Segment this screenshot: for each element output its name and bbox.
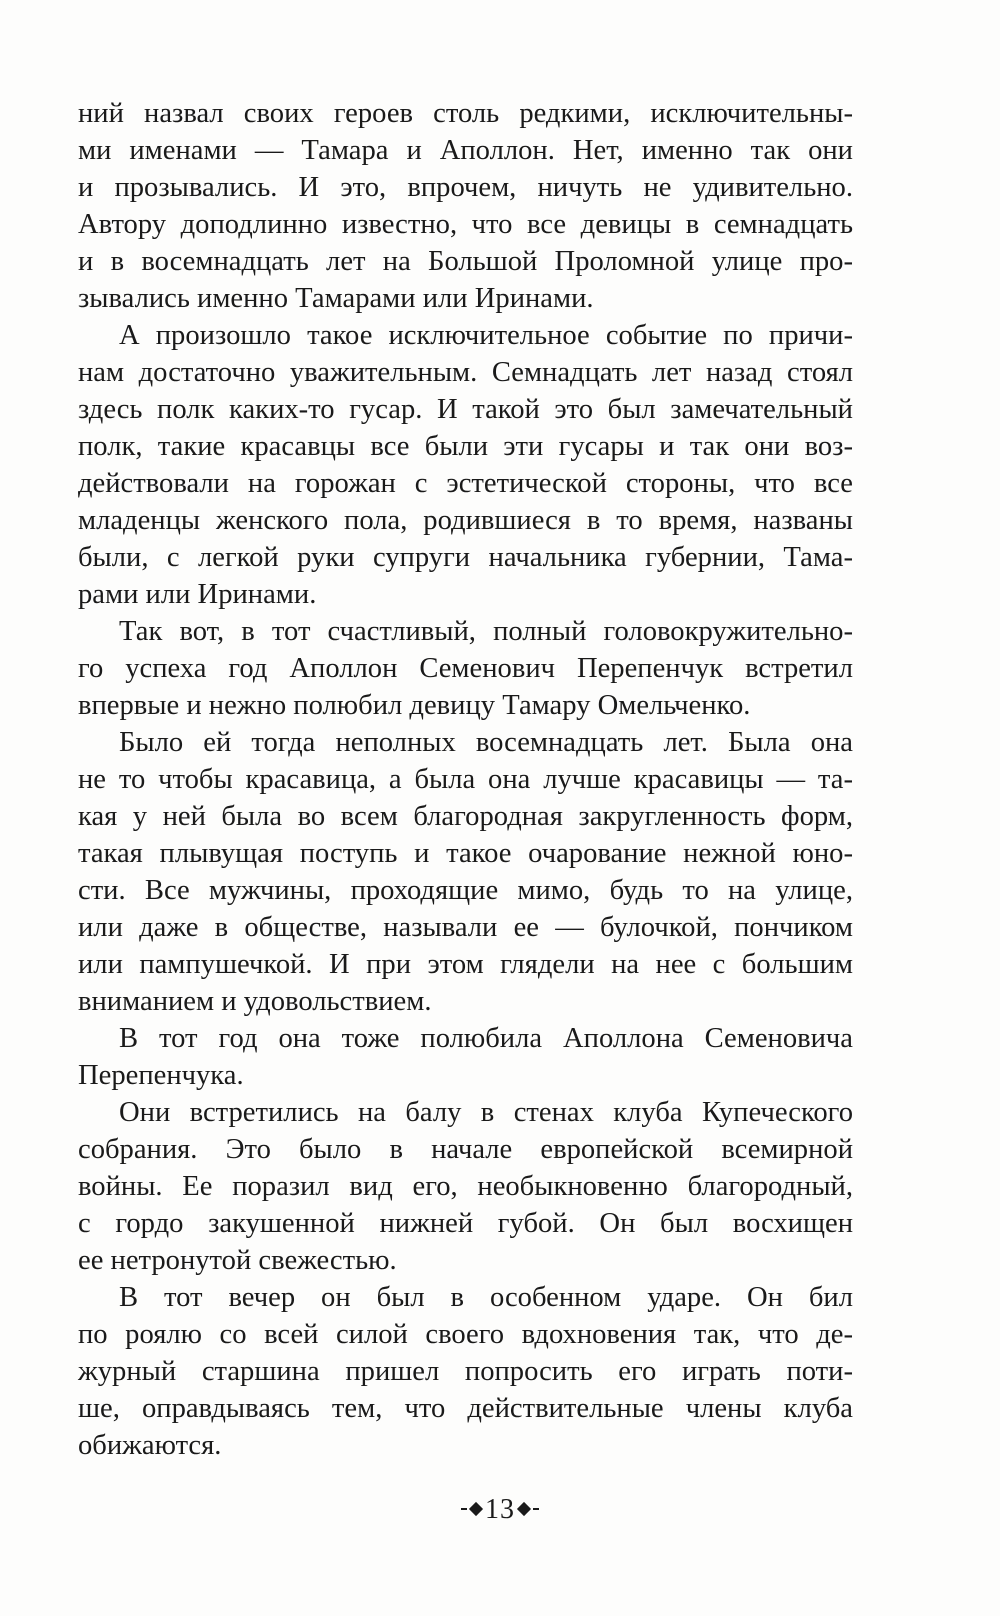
text-line: здесь полк каких-то гусар. И такой это был замечательный [78, 394, 853, 425]
text-line: нам достаточно уважительным. Семнадцать лет назад стоял [78, 357, 853, 388]
text-line: младенцы женского пола, родившиеся в то время, названы [78, 505, 853, 536]
text-line: или даже в обществе, называли ее — булочкой, пончиком [78, 912, 853, 943]
text-line: и прозывались. И это, впрочем, ничуть не удивительно. [78, 172, 853, 203]
text-line: Они встретились на балу в стенах клуба Купеческого [119, 1097, 853, 1128]
text-line: или пампушечкой. И при этом глядели на нее с большим [78, 949, 853, 980]
text-line: кая у ней была во всем благородная закругленность форм, [78, 801, 853, 832]
text-line: не то чтобы красавица, а была она лучше красавицы — та- [78, 764, 853, 795]
body-text [78, 95, 853, 1464]
text-line: ми именами — Тамара и Аполлон. Нет, именно так они [78, 135, 853, 166]
text-line: по роялю со всей силой своего вдохновения так, что де- [78, 1319, 853, 1350]
text-line: В тот год она тоже полюбила Аполлона Семеновича [119, 1023, 853, 1054]
text-line: обижаются. [78, 1430, 222, 1461]
text-line: были, с легкой руки супруги начальника губернии, Тама- [78, 542, 853, 573]
text-line: В тот вечер он был в особенном ударе. Он бил [119, 1282, 853, 1313]
text-line: войны. Ее поразил вид его, необыкновенно благородный, [78, 1171, 853, 1202]
text-line: собрания. Это было в начале европейской всемирной [78, 1134, 853, 1165]
text-line: рами или Иринами. [78, 579, 317, 610]
text-line: А произошло такое исключительное событие по причи- [119, 320, 853, 351]
text-line: такая плывущая поступь и такое очарование нежной юно- [78, 838, 853, 869]
ornament-dash-icon [533, 1508, 539, 1510]
text-line: Так вот, в тот счастливый, полный головокружительно- [119, 616, 853, 647]
text-line: сти. Все мужчины, проходящие мимо, будь то на улице, [78, 875, 853, 906]
page-number [0, 1494, 1000, 1526]
text-line: Было ей тогда неполных восемнадцать лет. Была она [119, 727, 853, 758]
text-line: Автору доподлинно известно, что все девицы в семнадцать [78, 209, 853, 240]
text-line: зывались именно Тамарами или Иринами. [78, 283, 594, 314]
diamond-ornament-icon [517, 1502, 531, 1516]
text-line: с гордо закушенной нижней губой. Он был восхищен [78, 1208, 853, 1239]
page-number-value: 13 [485, 1494, 515, 1525]
ornament-dash-icon [461, 1508, 467, 1510]
text-line: журный старшина пришел попросить его играть поти- [78, 1356, 853, 1387]
text-line: вниманием и удовольствием. [78, 986, 432, 1017]
text-line: го успеха год Аполлон Семенович Перепенчук встретил [78, 653, 853, 684]
text-line: ний назвал своих героев столь редкими, исключительны- [78, 98, 853, 129]
text-line: и в восемнадцать лет на Большой Проломной улице про- [78, 246, 853, 277]
text-line: ше, оправдываясь тем, что действительные члены клуба [78, 1393, 853, 1424]
text-line: впервые и нежно полюбил девицу Тамару Омельченко. [78, 690, 751, 721]
text-line: полк, такие красавцы все были эти гусары и так они воз- [78, 431, 853, 462]
text-line: ее нетронутой свежестью. [78, 1245, 397, 1276]
diamond-ornament-icon [469, 1502, 483, 1516]
text-line: действовали на горожан с эстетической стороны, что все [78, 468, 853, 499]
text-line: Перепенчука. [78, 1060, 244, 1091]
